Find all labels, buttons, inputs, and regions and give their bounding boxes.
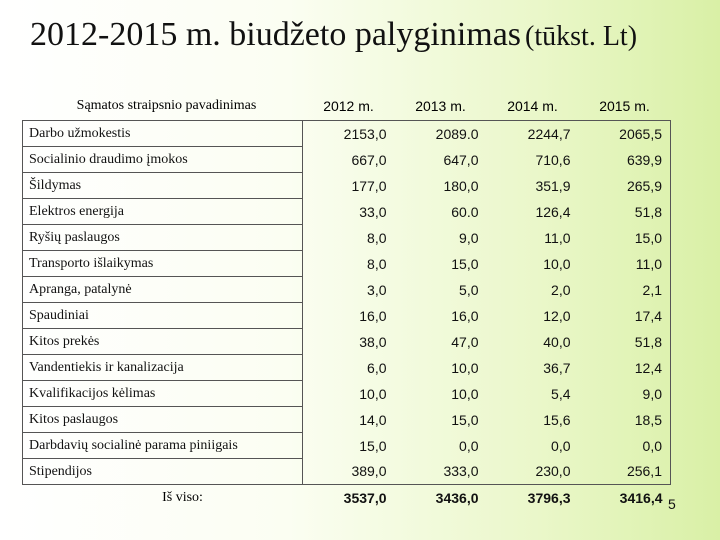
header-year-2015: 2015 m. (599, 98, 650, 114)
title-main: 2012-2015 m. biudžeto palyginimas (30, 16, 522, 53)
table-row (23, 459, 671, 485)
row-value: 12,4 (579, 355, 671, 381)
header-year-2014: 2014 m. (507, 98, 558, 114)
slide-title (30, 16, 720, 54)
row-value: 40,0 (543, 333, 571, 350)
table-row (23, 303, 671, 329)
row-value: 10,0 (303, 381, 395, 407)
table-header-row (23, 92, 671, 121)
row-value: 10,0 (543, 255, 571, 272)
row-value: 2153,0 (303, 121, 395, 147)
header-year-2012: 2012 m. (323, 98, 374, 114)
row-name: Kitos paslaugos (23, 407, 303, 433)
row-name: Elektros energija (23, 199, 303, 225)
row-value: 15,0 (451, 411, 479, 428)
table-row (23, 329, 671, 355)
row-value: 47,0 (451, 333, 479, 350)
row-value: 389,0 (303, 459, 395, 485)
table-row (23, 199, 671, 225)
title-unit: (tūkst. Lt) (525, 21, 638, 52)
budget-table (22, 92, 671, 510)
row-value: 2,0 (551, 281, 571, 298)
row-value: 11,0 (544, 229, 571, 246)
row-value: 51,8 (579, 199, 671, 225)
total-value: 3537,0 (343, 489, 387, 506)
row-value: 333,0 (395, 459, 487, 485)
row-name: Šildymas (23, 173, 303, 199)
row-value: 8,0 (303, 225, 395, 251)
page-number: 5 (668, 496, 676, 512)
total-value: 3796,3 (527, 489, 571, 506)
row-value: 351,9 (535, 177, 571, 194)
total-label: Iš viso: (162, 489, 203, 505)
row-value: 0,0 (551, 437, 571, 454)
table-row (23, 173, 671, 199)
header-name: Sąmatos straipsnio pavadinimas (76, 98, 257, 113)
row-value: 9,0 (459, 229, 479, 246)
row-name: Apranga, patalynė (23, 277, 303, 303)
row-value: 51,8 (579, 329, 671, 355)
row-name: Kvalifikacijos kėlimas (23, 381, 303, 407)
row-value: 36,7 (543, 359, 571, 376)
row-value: 11,0 (579, 251, 671, 277)
row-value: 8,0 (303, 251, 395, 277)
row-value: 177,0 (303, 173, 395, 199)
row-value: 2,1 (579, 277, 671, 303)
row-value: 126,4 (535, 203, 571, 220)
header-year-2013: 2013 m. (415, 98, 466, 114)
total-value: 3416,4 (619, 489, 663, 506)
row-value: 15,0 (579, 225, 671, 251)
row-value: 256,1 (579, 459, 671, 485)
total-value: 3436,0 (435, 489, 479, 506)
row-value: 33,0 (303, 199, 395, 225)
row-value: 2065,5 (579, 121, 671, 147)
row-value: 265,9 (579, 173, 671, 199)
row-value: 16,0 (303, 303, 395, 329)
row-value: 0,0 (459, 437, 479, 454)
row-value: 2089.0 (395, 121, 487, 147)
row-name: Ryšių paslaugos (23, 225, 303, 251)
row-value: 3,0 (303, 277, 395, 303)
table-row (23, 381, 671, 407)
row-value: 639,9 (579, 147, 671, 173)
table-row (23, 147, 671, 173)
row-value: 667,0 (303, 147, 395, 173)
table-row (23, 407, 671, 433)
row-name: Kitos prekės (23, 329, 303, 355)
row-name: Socialinio draudimo įmokos (23, 147, 303, 173)
row-value: 5,0 (459, 281, 479, 298)
row-value: 2244,7 (487, 121, 579, 147)
row-value: 17,4 (579, 303, 671, 329)
row-value: 0,0 (579, 433, 671, 459)
row-value: 9,0 (579, 381, 671, 407)
total-row (23, 485, 671, 511)
row-value: 38,0 (303, 329, 395, 355)
table-row (23, 277, 671, 303)
row-name: Darbdavių socialinė parama piniigais (23, 433, 303, 459)
table-body (23, 121, 671, 511)
row-value: 14,0 (303, 407, 395, 433)
row-value: 15,0 (451, 255, 479, 272)
row-value: 10,0 (451, 359, 479, 376)
row-value: 60.0 (451, 203, 479, 220)
row-value: 12,0 (543, 307, 571, 324)
table-row (23, 433, 671, 459)
row-name: Transporto išlaikymas (23, 251, 303, 277)
row-value: 10,0 (451, 385, 479, 402)
row-value: 6,0 (303, 355, 395, 381)
table-row (23, 121, 671, 147)
row-value: 18,5 (579, 407, 671, 433)
row-value: 15,6 (543, 411, 571, 428)
row-value: 15,0 (303, 433, 395, 459)
row-value: 16,0 (451, 307, 479, 324)
row-value: 5,4 (551, 385, 571, 402)
row-name: Stipendijos (23, 459, 303, 485)
table-row (23, 251, 671, 277)
table-row (23, 225, 671, 251)
row-value: 180,0 (443, 177, 479, 194)
row-value: 230,0 (487, 459, 579, 485)
row-name: Spaudiniai (23, 303, 303, 329)
row-name: Darbo užmokestis (23, 121, 303, 147)
row-name: Vandentiekis ir kanalizacija (23, 355, 303, 381)
table-row (23, 355, 671, 381)
row-value: 647,0 (443, 151, 479, 168)
row-value: 710,6 (535, 151, 571, 168)
